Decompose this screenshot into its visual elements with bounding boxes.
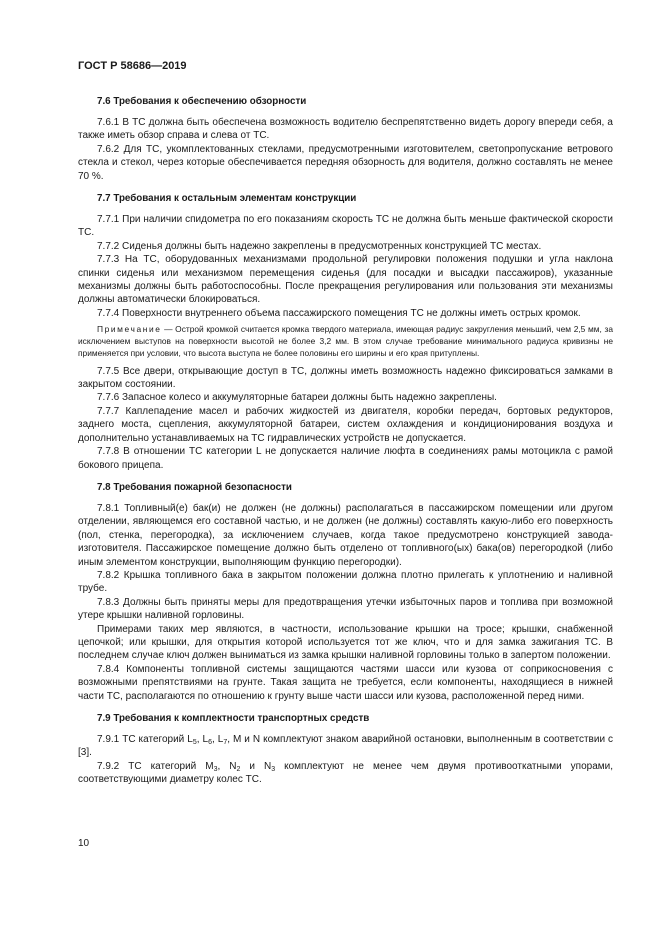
- section-title: 7.8 Требования пожарной безопасности: [97, 481, 292, 493]
- paragraph: 7.6.2 Для ТС, укомплектованных стеклами, предусмотренными изготовителем, светопропускание ветрового стекла и стекол, через которые обеспечивается передняя обзорность для водителя, должно составлять не менее 70 %.: [78, 143, 613, 182]
- paragraph: 7.7.7 Каплепадение масел и рабочих жидкостей из двигателя, коробки передач, бортовых редукторов, заднего моста, сцепления, аккумуляторной батареи, систем охлаждения и кондиционирования воздуха и дополнительно устанавливаемых на ТС гидравлических устройств не допускается.: [78, 405, 613, 444]
- section-title: 7.6 Требования к обеспечению обзорности: [97, 96, 307, 107]
- section-title: 7.7 Требования к остальным элементам конструкции: [97, 193, 357, 205]
- section-title: 7.9 Требования к комплектности транспортных средств: [97, 713, 370, 725]
- paragraph: 7.7.1 При наличии спидометра по его показаниям скорость ТС не должна быть меньше фактической скорости ТС.: [78, 214, 613, 239]
- paragraph: 7.8.2 Крышка топливного бака в закрытом положении должна плотно прилегать к уплотнению и наливной трубе.: [78, 569, 613, 595]
- paragraph: 7.8.4 Компоненты топливной системы защищаются частями шасси или кузова от соприкосновения с возможными препятствиями на грунте. Такая защита не требуется, если компоненты, находящиеся в нижней части ТС, располагаются по отношению к грунту выше части шасси или кузова, расположенной перед ними.: [78, 663, 613, 702]
- section-7-7: [78, 192, 613, 472]
- paragraph: 7.7.8 В отношении ТС категории L не допускается наличие люфта в соединениях рамы мотоцикла с рамой бокового прицепа.: [78, 446, 613, 471]
- note-label: Примечание: [97, 324, 162, 335]
- document-header: ГОСТ Р 58686—2019: [78, 60, 187, 72]
- paragraph: 7.7.3 На ТС, оборудованных механизмами продольной регулировки положения подушки и угла наклона спинки сиденья или механизмом перемещения сиденья (для посадки и высадки пассажиров), указанные механизмы должны быть работоспособны. После прекращения регулирования или пользования эти механизмы должны автоматически блокироваться.: [78, 254, 613, 306]
- paragraph: 7.8.1 Топливный(е) бак(и) не должен (не должны) располагаться в пассажирском помещении или другом отделении, являющемся его составной частью, и не должен (не должны) составлять какую-либо его поверхность (пол, стенка, перегородка), за исключением случаев, когда такое предусмотрено конструкцией завода-изготовителя. Пассажирское помещение должно быть отделено от топливного(ых) бака(ов) перегородкой (либо иным элементом конструкции, выполняющим функцию перегородки).: [78, 502, 613, 568]
- section-7-6: [78, 95, 613, 183]
- paragraph: 7.8.3 Должны быть приняты меры для предотвращения утечки избыточных паров и топлива при возможной утере крышки наливной горловины.: [78, 596, 613, 622]
- paragraph: 7.6.1 В ТС должна быть обеспечена возможность водителю беспрепятственно видеть дорогу впереди себя, а также иметь обзор справа и слева от ТС.: [78, 117, 613, 142]
- note: [78, 324, 613, 359]
- paragraph: Примерами таких мер являются, в частности, использование крышки на тросе; крышки, снабженной цепочкой; или крышки, для открытия которой используется тот же ключ, что и для замка зажигания ТС. В последнем случае ключ должен выниматься из замка крышки наливной горловины только в запертом положении.: [78, 623, 613, 662]
- paragraph: 7.7.2 Сиденья должны быть надежно закреплены в предусмотренных конструкцией ТС местах.: [97, 240, 542, 252]
- note-text: — Острой кромкой считается кромка твердого материала, имеющая радиус закругления меньший, чем 2,5 мм, за исключением выступов на поверхности высотой не более 3,2 мм. В этом случае требование минимального радиуса кривизны не применяется при условии, что высота выступа не более половины его ширины и его края притуплены.: [78, 324, 613, 358]
- paragraph: 7.7.4 Поверхности внутреннего объема пассажирского помещения ТС не должны иметь острых кромок.: [97, 307, 581, 319]
- section-7-8: [78, 481, 613, 703]
- section-7-9: [78, 712, 613, 787]
- paragraph: 7.7.5 Все двери, открывающие доступ в ТС, должны иметь возможность надежно фиксироваться замками в закрытом состоянии.: [78, 365, 613, 391]
- page-number: 10: [78, 838, 90, 849]
- paragraph: 7.9.1 ТС категорий $L_5$, $L_6$, $L_7$, M и N комплектуют знаком аварийной остановки, выполненным в соответствии с [3].: [78, 734, 614, 759]
- paragraph: 7.9.2 ТС категорий $M_3$, $N_2$ и $N_3$ комплектуют не менее чем двумя противооткатными упорами, соответствующими диаметру колес ТС.: [78, 760, 613, 786]
- paragraph: 7.7.6 Запасное колесо и аккумуляторные батареи должны быть надежно закреплены.: [97, 392, 497, 404]
